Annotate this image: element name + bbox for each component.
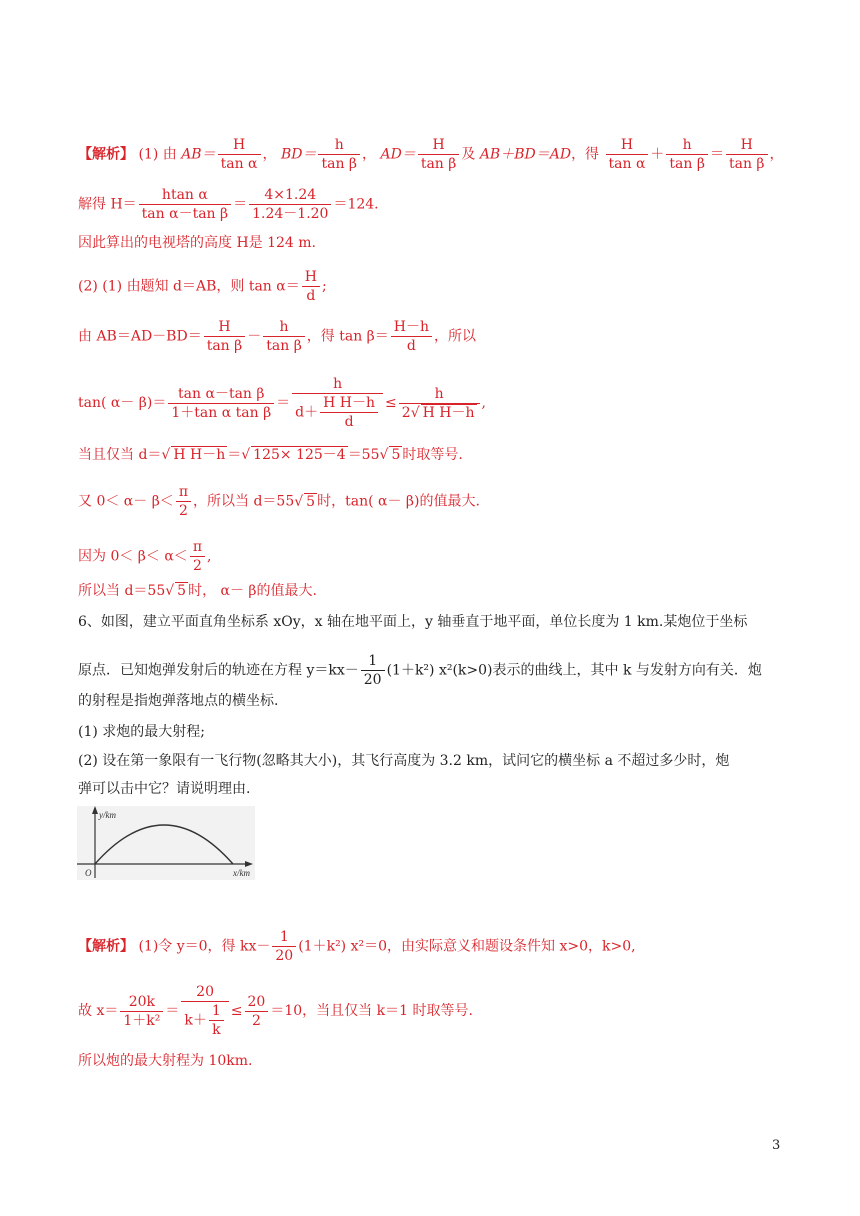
sol6-line-1: 【解析】 (1)令 y＝0，得 kx－ $\frac{1}{20}$ (1＋k²) x²＝0，由实际意义和题设条件知 x>0，k>0, [78, 929, 636, 964]
y-axis-arrow [92, 806, 98, 814]
sol5-line-8: 又 0＜ α－ β＜ $\frac{\pi}{2}$ ，所以当 d＝55√ 5 时，tan( α－ β)的值最大. [78, 484, 480, 519]
fraction: $\frac{H}{\text{tan α}}$ [218, 136, 261, 173]
fraction: $\frac{\text{htan α}}{\text{tan α－tan β}}$ [139, 186, 231, 223]
sol5-line-1: 【解析】 (1) 由 AB＝ $\frac{H}{\text{tan α}}$ ， BD＝ $\frac{h}{\text{tan β}}$ ， AD＝ $\frac{H}{\text{tan β}}$ 及 AB＋BD＝AD，得 $\frac{H}{\text{tan α}}$ ＋ $\frac{h}{\text{tan β}}$ ＝ $\frac{H}{\text{tan β}}$ ， [78, 137, 784, 172]
x-axis-label: x/km [233, 868, 250, 878]
sol6-line-2: 故 x＝ $\frac{20k}{\text{1＋k²}}$ ＝ 20 k＋ $\frac{1}{k}$ ≤ $\frac{20}{2}$ ＝10，当且仅当 k＝1 时取等号. [78, 984, 473, 1038]
fraction: $\frac{h}{\text{2√ H H－h}}$ [399, 385, 480, 422]
sol5-line-10: 所以当 d＝55√ 5 时， α－ β的值最大. [78, 583, 317, 599]
fraction: 20 k＋ $\frac{1}{k}$ [181, 983, 228, 1039]
fraction: $\frac{4\times 1.24}{1.24-1.20}$ [249, 186, 331, 223]
fraction: $\frac{1}{20}$ [361, 652, 385, 689]
fraction: $\frac{1}{20}$ [272, 928, 296, 965]
sol6-line-3: 所以炮的最大射程为 10km. [78, 1053, 253, 1069]
y-axis-label: y/km [99, 810, 116, 820]
problem6-line-6: 弹可以击中它？请说明理由. [78, 781, 251, 797]
fraction: $\frac{20k}{\text{1＋k²}}$ [120, 993, 163, 1030]
sol5-line-7: 当且仅当 d＝√ H H－h ＝√ 125× 125－4 ＝55√ 5 时取等号. [78, 447, 463, 463]
sol5-line-5: 由 AB＝AD－BD＝ $\frac{H}{\text{tan β}}$ － $\frac{h}{\text{tan β}}$ ，得 tan β＝ $\frac{H-h}{d}$ ，所以 [78, 319, 477, 354]
fraction: $\frac{H}{\text{tan β}}$ [726, 136, 768, 173]
sol5-line-3: 因此算出的电视塔的高度 H是 124 m. [78, 235, 317, 251]
trajectory-graph [77, 806, 255, 880]
sol5-line-4: (2) (1) 由题知 d＝AB，则 tan α＝ $\frac{H}{d}$ ; [78, 269, 327, 304]
problem6-subq-2: (2) 设在第一象限有一飞行物(忽略其大小)，其飞行高度为 3.2 km，试问它的横坐标 a 不超过多少时，炮 [78, 753, 730, 769]
fraction: $\frac{\pi}{2}$ [190, 538, 205, 575]
sol5-line-2: 解得 H＝ $\frac{\text{htan α}}{\text{tan α－tan β}}$ ＝ $\frac{4\times 1.24}{1.24-1.20}$ ＝124. [78, 187, 379, 222]
sol5-line-6: tan( α－ β)＝ $\frac{\text{tan α－tan β}}{\text{1＋tan α tan β}}$ ＝ h d＋ $\frac{\text{H H－h}}{d}$ ≤ $\frac{h}{\text{2√ H H－h}}$ , [78, 376, 486, 430]
fraction: $\frac{H}{\text{tan β}}$ [418, 136, 460, 173]
x-axis-arrow [245, 861, 253, 867]
page-number: 3 [772, 1138, 781, 1153]
fraction: $\frac{h}{\text{tan β}}$ [666, 136, 708, 173]
fraction: $\frac{h}{\text{tan β}}$ [263, 318, 305, 355]
analysis-label: 【解析】 [78, 146, 134, 163]
problem6-line-3: 的射程是指炮弹落地点的横坐标. [78, 693, 279, 709]
trajectory-figure [77, 806, 255, 880]
sol5-line-9: 因为 0＜ β＜ α＜ $\frac{\pi}{2}$ , [78, 539, 212, 574]
fraction: $\frac{H}{d}$ [302, 268, 320, 305]
fraction: $\frac{H}{\text{tan α}}$ [606, 136, 649, 173]
fraction: $\frac{\text{tan α－tan β}}{\text{1＋tan α tan β}}$ [168, 385, 274, 422]
fraction: h d＋ $\frac{\text{H H－h}}{d}$ [292, 375, 383, 431]
problem6-line-1: 6、如图，建立平面直角坐标系 xOy，x 轴在地平面上，y 轴垂直于地平面，单位长度为 1 km.某炮位于坐标 [78, 614, 748, 630]
problem6-subq-1: (1) 求炮的最大射程; [78, 724, 205, 740]
fraction: $\frac{\pi}{2}$ [176, 483, 191, 520]
fraction: $\frac{H-h}{d}$ [391, 318, 432, 355]
fraction: $\frac{20}{2}$ [245, 993, 269, 1030]
problem6-line-2: 原点．已知炮弹发射后的轨迹在方程 y＝kx－ $\frac{1}{20}$ (1＋k²) x²(k>0)表示的曲线上，其中 k 与发射方向有关．炮 [78, 653, 762, 688]
trajectory-curve [95, 825, 233, 864]
origin-label: O [85, 868, 92, 878]
analysis-label: 【解析】 [78, 938, 134, 955]
fraction: $\frac{h}{\text{tan β}}$ [318, 136, 360, 173]
fraction: $\frac{H}{\text{tan β}}$ [204, 318, 246, 355]
